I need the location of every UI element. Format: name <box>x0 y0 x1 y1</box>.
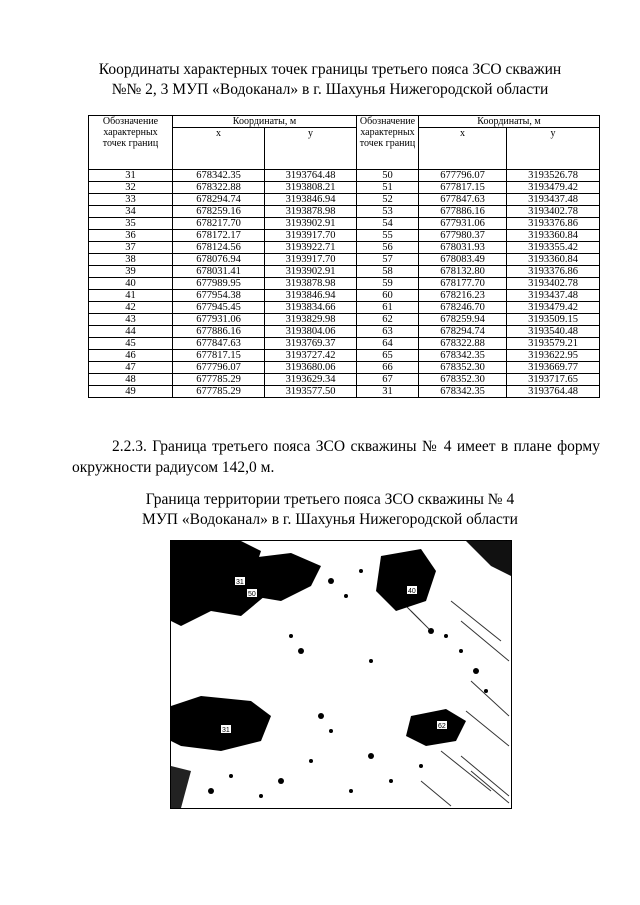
table-cell: 56 <box>357 242 419 254</box>
table-cell: 35 <box>89 218 173 230</box>
table-cell: 677847.63 <box>419 194 507 206</box>
table-row <box>89 194 600 206</box>
table-cell: 677785.29 <box>173 386 265 398</box>
table-cell: 61 <box>357 302 419 314</box>
table-cell: 677817.15 <box>173 350 265 362</box>
table-cell: 3193540.48 <box>507 326 600 338</box>
table-cell: 32 <box>89 182 173 194</box>
table-cell: 47 <box>89 362 173 374</box>
table-cell: 677886.16 <box>419 206 507 218</box>
header-x-2: x <box>419 128 507 170</box>
table-cell: 677785.29 <box>173 374 265 386</box>
table-cell: 678322.88 <box>419 338 507 350</box>
table-cell: 59 <box>357 278 419 290</box>
table-cell: 3193680.06 <box>265 362 357 374</box>
map-title <box>60 490 600 530</box>
table-row <box>89 386 600 398</box>
table-cell: 3193360.84 <box>507 230 600 242</box>
table-cell: 50 <box>357 170 419 182</box>
table-cell: 63 <box>357 326 419 338</box>
table-cell: 3193769.37 <box>265 338 357 350</box>
table-cell: 3193878.98 <box>265 206 357 218</box>
table-row <box>89 314 600 326</box>
table-cell: 677980.37 <box>419 230 507 242</box>
map-graphic <box>171 541 511 808</box>
table-cell: 678216.23 <box>419 290 507 302</box>
table-cell: 67 <box>357 374 419 386</box>
map-label: 40 <box>408 588 416 595</box>
table-cell: 678322.88 <box>173 182 265 194</box>
table-cell: 3193577.50 <box>265 386 357 398</box>
table-cell: 3193846.94 <box>265 194 357 206</box>
table-cell: 3193764.48 <box>507 386 600 398</box>
table-cell: 3193669.77 <box>507 362 600 374</box>
table-cell: 64 <box>357 338 419 350</box>
table-cell: 3193917.70 <box>265 230 357 242</box>
table-cell: 41 <box>89 290 173 302</box>
table-cell: 678031.41 <box>173 266 265 278</box>
table-cell: 678083.49 <box>419 254 507 266</box>
table-cell: 37 <box>89 242 173 254</box>
table-cell: 3193509.15 <box>507 314 600 326</box>
table-row <box>89 278 600 290</box>
table-row <box>89 266 600 278</box>
table-row <box>89 302 600 314</box>
table-cell: 3193376.86 <box>507 218 600 230</box>
table-cell: 3193437.48 <box>507 290 600 302</box>
header-point-designation-2: Обозначение характерных точек границ <box>357 116 419 170</box>
header-coordinates: Координаты, м <box>173 116 357 128</box>
table-title-line1: Координаты характерных точек границы третьего пояса ЗСО скважин <box>98 61 562 78</box>
table-cell: 677886.16 <box>173 326 265 338</box>
header-y-2: у <box>507 128 600 170</box>
table-cell: 3193902.91 <box>265 266 357 278</box>
table-cell: 3193437.48 <box>507 194 600 206</box>
table-title-line2: №№ 2, 3 МУП «Водоканал» в г. Шахунья Нижегородской области <box>111 81 549 98</box>
table-cell: 51 <box>357 182 419 194</box>
table-cell: 3193579.21 <box>507 338 600 350</box>
map-label: 50 <box>248 591 256 598</box>
table-cell: 677954.38 <box>173 290 265 302</box>
table-cell: 52 <box>357 194 419 206</box>
table-cell: 3193376.86 <box>507 266 600 278</box>
table-cell: 43 <box>89 314 173 326</box>
table-cell: 677931.06 <box>173 314 265 326</box>
table-cell: 31 <box>89 170 173 182</box>
table-cell: 677796.07 <box>173 362 265 374</box>
table-cell: 678124.56 <box>173 242 265 254</box>
table-row <box>89 170 600 182</box>
table-row <box>89 206 600 218</box>
table-cell: 678076.94 <box>173 254 265 266</box>
table-cell: 678172.17 <box>173 230 265 242</box>
table-cell: 678342.35 <box>419 386 507 398</box>
table-row <box>89 350 600 362</box>
table-cell: 3193727.42 <box>265 350 357 362</box>
table-cell: 3193846.94 <box>265 290 357 302</box>
table-cell: 3193717.65 <box>507 374 600 386</box>
table-cell: 678294.74 <box>173 194 265 206</box>
map-label: 31 <box>236 579 244 586</box>
table-cell: 3193829.98 <box>265 314 357 326</box>
table-cell: 39 <box>89 266 173 278</box>
table-cell: 53 <box>357 206 419 218</box>
table-row <box>89 326 600 338</box>
table-cell: 678294.74 <box>419 326 507 338</box>
table-cell: 677796.07 <box>419 170 507 182</box>
coordinates-table <box>88 115 600 398</box>
table-cell: 678031.93 <box>419 242 507 254</box>
table-cell: 3193360.84 <box>507 254 600 266</box>
table-cell: 55 <box>357 230 419 242</box>
paragraph <box>72 436 600 478</box>
table-cell: 46 <box>89 350 173 362</box>
table-cell: 677945.45 <box>173 302 265 314</box>
table-cell: 678259.94 <box>419 314 507 326</box>
paragraph-line2: окружности радиусом 142,0 м. <box>72 459 275 476</box>
table-cell: 3193804.06 <box>265 326 357 338</box>
table-cell: 678132.80 <box>419 266 507 278</box>
map-label: 31 <box>222 727 230 734</box>
table-cell: 678246.70 <box>419 302 507 314</box>
table-cell: 677931.06 <box>419 218 507 230</box>
table-cell: 3193834.66 <box>265 302 357 314</box>
table-cell: 3193355.42 <box>507 242 600 254</box>
table-cell: 3193479.42 <box>507 302 600 314</box>
map-title-line2: МУП «Водоканал» в г. Шахунья Нижегородской области <box>142 511 518 528</box>
table-cell: 3193902.91 <box>265 218 357 230</box>
table-cell: 677989.95 <box>173 278 265 290</box>
table-cell: 44 <box>89 326 173 338</box>
table-cell: 66 <box>357 362 419 374</box>
table-cell: 678342.35 <box>173 170 265 182</box>
table-cell: 3193402.78 <box>507 278 600 290</box>
header-y: у <box>265 128 357 170</box>
table-cell: 3193878.98 <box>265 278 357 290</box>
table-cell: 31 <box>357 386 419 398</box>
table-cell: 3193808.21 <box>265 182 357 194</box>
table-cell: 54 <box>357 218 419 230</box>
table-cell: 48 <box>89 374 173 386</box>
map-title-line1: Граница территории третьего пояса ЗСО скважины № 4 <box>145 491 515 508</box>
table-cell: 3193922.71 <box>265 242 357 254</box>
table-cell: 62 <box>357 314 419 326</box>
table-cell: 678352.30 <box>419 362 507 374</box>
table-cell: 60 <box>357 290 419 302</box>
table-cell: 33 <box>89 194 173 206</box>
table-row <box>89 230 600 242</box>
table-cell: 40 <box>89 278 173 290</box>
table-cell: 42 <box>89 302 173 314</box>
table-cell: 3193402.78 <box>507 206 600 218</box>
table-cell: 677847.63 <box>173 338 265 350</box>
table-cell: 678352.30 <box>419 374 507 386</box>
table-cell: 678217.70 <box>173 218 265 230</box>
table-cell: 678259.16 <box>173 206 265 218</box>
table-row <box>89 182 600 194</box>
table-cell: 678342.35 <box>419 350 507 362</box>
table-cell: 677817.15 <box>419 182 507 194</box>
table-cell: 678177.70 <box>419 278 507 290</box>
table-cell: 38 <box>89 254 173 266</box>
header-coordinates-2: Координаты, м <box>419 116 600 128</box>
table-cell: 34 <box>89 206 173 218</box>
boundary-map-image <box>170 540 512 809</box>
table-row <box>89 254 600 266</box>
table-row <box>89 362 600 374</box>
table-title <box>60 60 600 100</box>
table-cell: 45 <box>89 338 173 350</box>
table-cell: 65 <box>357 350 419 362</box>
map-label: 62 <box>438 723 446 730</box>
table-row <box>89 242 600 254</box>
header-point-designation: Обозначение характерных точек границ <box>89 116 173 170</box>
table-row <box>89 218 600 230</box>
table-cell: 3193622.95 <box>507 350 600 362</box>
header-x: x <box>173 128 265 170</box>
table-cell: 3193526.78 <box>507 170 600 182</box>
table-row <box>89 290 600 302</box>
table-cell: 49 <box>89 386 173 398</box>
table-cell: 3193629.34 <box>265 374 357 386</box>
table-row <box>89 338 600 350</box>
table-cell: 58 <box>357 266 419 278</box>
paragraph-line1: 2.2.3. Граница третьего пояса ЗСО скважины № 4 имеет в плане форму <box>112 438 600 455</box>
table-cell: 3193764.48 <box>265 170 357 182</box>
table-row <box>89 374 600 386</box>
table-cell: 57 <box>357 254 419 266</box>
table-cell: 3193917.70 <box>265 254 357 266</box>
table-cell: 3193479.42 <box>507 182 600 194</box>
table-cell: 36 <box>89 230 173 242</box>
